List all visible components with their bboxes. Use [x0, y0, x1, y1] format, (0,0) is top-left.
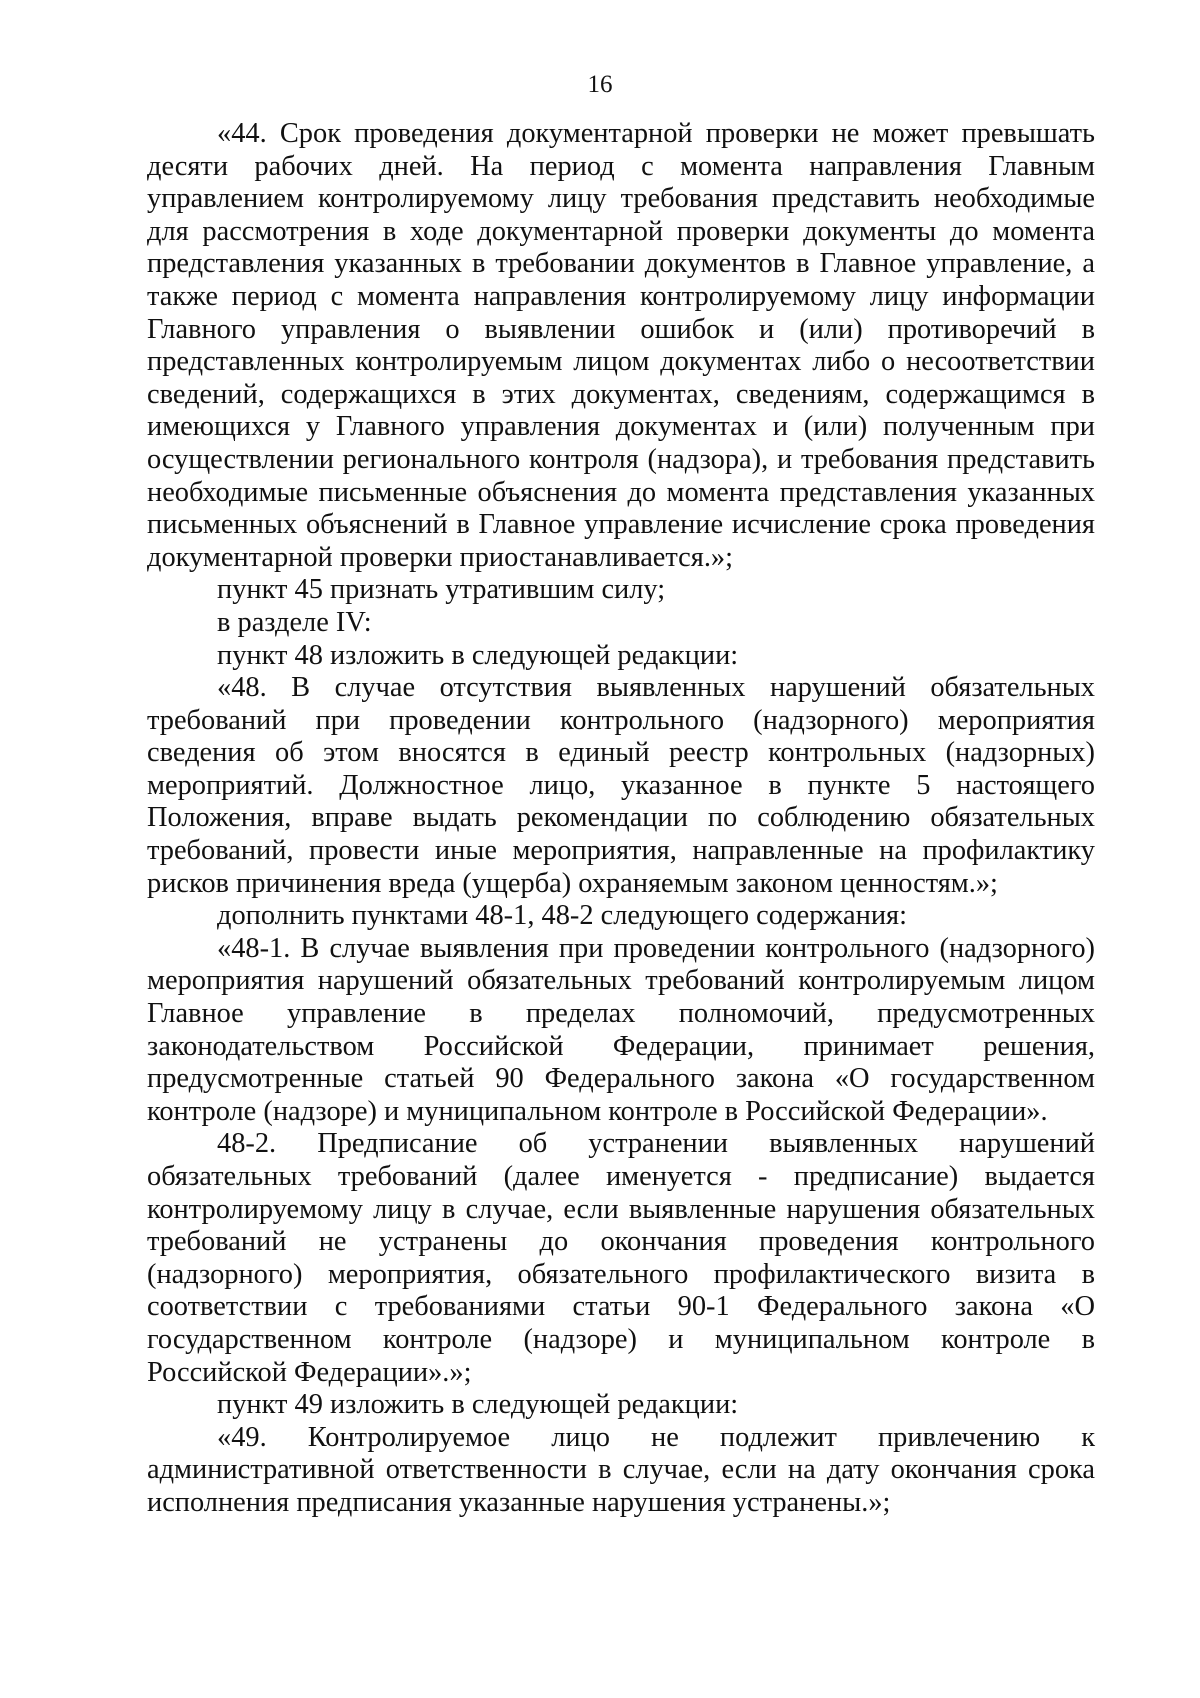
paragraph-48-1: «48-1. В случае выявления при проведении контрольного (надзорного) мероприятия нарушений обязательных требований контролируемым лицом Главное управление в пределах полномочий, предусмотренных законодательством Российской Федерации, принимает решения, предусмотренные статьей 90 Федерального закона «О государственном контроле (надзоре) и муниципальном контроле в Российской Федерации».: [147, 932, 1095, 1127]
document-body: [147, 118, 1095, 1520]
paragraph-49-intro: пункт 49 изложить в следующей редакции:: [217, 1389, 739, 1421]
paragraph-45-repeal: пункт 45 признать утратившим силу;: [217, 574, 666, 606]
paragraph-49: «49. Контролируемое лицо не подлежит привлечению к административной ответственности в случае, если на дату окончания срока исполнения предписания указанные нарушения устранены.»;: [147, 1421, 1095, 1518]
page-number: 16: [587, 71, 613, 98]
paragraph-48: «48. В случае отсутствия выявленных нарушений обязательных требований при проведении контрольного (надзорного) мероприятия сведения об этом вносятся в единый реестр контрольных (надзорных) мероприятий. Должностное лицо, указанное в пункте 5 настоящего Положения, вправе выдать рекомендации по соблюдению обязательных требований, провести иные мероприятия, направленные на профилактику рисков причинения вреда (ущерба) охраняемым законом ценностям.»;: [147, 672, 1095, 899]
paragraph-48-intro: пункт 48 изложить в следующей редакции:: [217, 639, 739, 671]
paragraph-section-iv: в разделе IV:: [217, 606, 372, 638]
paragraph-44: «44. Срок проведения документарной проверки не может превышать десяти рабочих дней. На период с момента направления Главным управлением контролируемому лицу требования представить необходимые для рассмотрения в ходе документарной проверки документы до момента представления указанных в требовании документов в Главное управление, а также период с момента направления контролируемому лицу информации Главного управления о выявлении ошибок и (или) противоречий в представленных контролируемым лицом документах либо о несоответствии сведений, содержащихся в этих документах, сведениям, содержащимся в имеющихся у Главного управления документах и (или) полученным при осуществлении регионального контроля (надзора), и требования представить необходимые письменные объяснения до момента представления указанных письменных объяснений в Главное управление исчисление срока проведения документарной проверки приостанавливается.»;: [147, 118, 1095, 573]
paragraph-48-2: 48-2. Предписание об устранении выявленных нарушений обязательных требований (далее именуется - предписание) выдается контролируемому лицу в случае, если выявленные нарушения обязательных требований не устранены до окончания проведения контрольного (надзорного) мероприятия, обязательного профилактического визита в соответствии с требованиями статьи 90-1 Федерального закона «О государственном контроле (надзоре) и муниципальном контроле в Российской Федерации».»;: [147, 1128, 1095, 1388]
paragraph-48-supplement-intro: дополнить пунктами 48-1, 48-2 следующего содержания:: [217, 900, 907, 932]
